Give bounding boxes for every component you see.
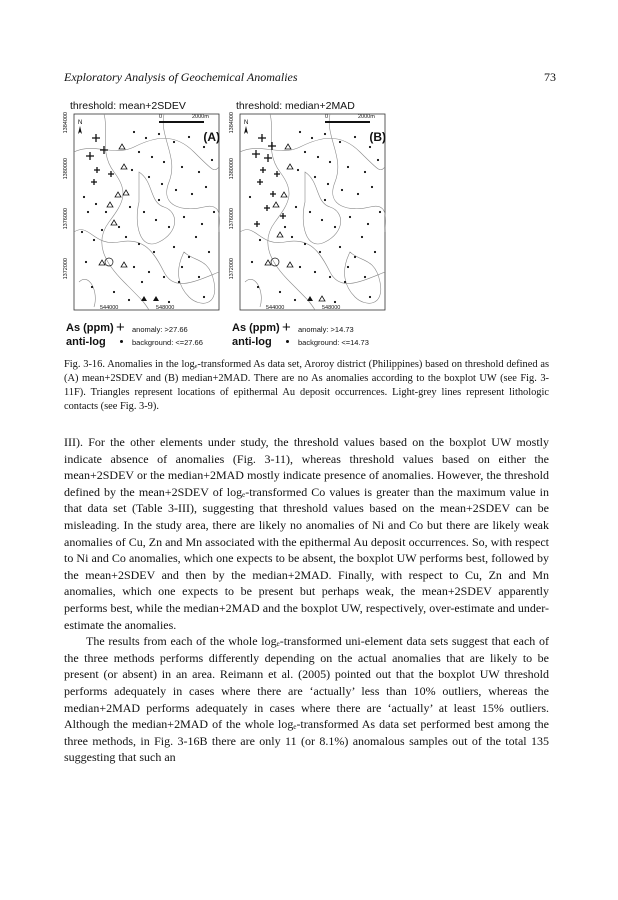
plus-marker-icon: + xyxy=(116,319,125,336)
y-tick: 1376000 xyxy=(63,208,69,230)
dot-marker-icon xyxy=(286,340,289,343)
scale-bar xyxy=(325,121,370,123)
page-number: 73 xyxy=(544,70,556,84)
dot-marker-icon xyxy=(120,340,123,343)
scale-end: 2000m xyxy=(358,114,375,120)
scale-end: 2000m xyxy=(192,114,209,120)
y-tick: 1372000 xyxy=(229,258,235,280)
paragraph: The results from each of the whole logₑ-transformed uni-element data sets suggest that each of the three methods performs differently depending on the actual anomalies that are likely to be present (or absent) in an area. Reimann et al. (2005) pointed out that the boxplot UW threshold performs adequately in cases where there are ‘actually’ less than 10% outliers, whereas the median+2MAD performs adequately in cases where there are ‘actually’ at least 15% outliers. Although the median+2MAD of the whole logₑ-transformed As data set performed best among the three methods, in Fig. 3-16B there are only 11 (or 8.1%) anomalous samples out of the total 135 suggesting that such an xyxy=(64,634,549,765)
legend-unit: As (ppm) xyxy=(232,322,280,334)
plus-marker-icon: + xyxy=(282,319,291,336)
y-tick: 1384000 xyxy=(229,112,235,134)
legend-a xyxy=(64,319,224,352)
panel-a-label: (A) xyxy=(203,130,220,144)
map-frame xyxy=(240,114,385,310)
running-title: Exploratory Analysis of Geochemical Anomalies xyxy=(64,70,298,84)
y-tick: 1372000 xyxy=(63,258,69,280)
y-tick: 1384000 xyxy=(63,112,69,134)
body-text xyxy=(64,434,549,766)
scale-zero: 0 xyxy=(159,114,163,120)
x-tick: 544000 xyxy=(100,305,119,311)
y-tick: 1380000 xyxy=(229,158,235,180)
legend-antilog: anti-log xyxy=(66,336,106,348)
x-tick: 548000 xyxy=(156,305,175,311)
paragraph: III). For the other elements under study, the threshold values based on the boxplot UW mostly indicate absence of anomalies (Fig. 3-11), whereas threshold values based on either the mean+2SDEV or the median+2MAD mostly indicate presence of anomalies. However, the threshold defined by the mean+2SDEV of logₑ-transformed Co values is greater than the maximum value in that data set (Table 3-III), suggesting that threshold values based on the mean+2SDEV can be misleading. In the study area, there are likely no anomalies of Ni and Co but there are likely weak anomalies of Cu, Zn and Mn associated with the epithermal Au deposit occurrences. So, with respect to Ni and Co anomalies, which one expects to be absent, the boxplot UW performs best, followed by the mean+2SDEV and then by the median+2MAD. Finally, with respect to Cu, Zn and Mn anomalies, which one expects to be present but perhaps weak, the mean+2SDEV apparently performs best, while the median+2MAD and the boxplot UW, respectively, over-estimate and under-estimate the anomalies. xyxy=(64,435,549,632)
x-tick: 548000 xyxy=(322,305,341,311)
map-panel-a xyxy=(64,100,224,312)
figure-3-16 xyxy=(64,100,384,352)
figure-caption xyxy=(64,358,549,414)
page-header xyxy=(64,70,556,86)
panel-b-title: threshold: median+2MAD xyxy=(236,100,355,112)
caption-text: Anomalies in the logₑ-transformed As data set, Aroroy district (Philippines) based on threshold defined as (A) mean+2SDEV and (B) median+2MAD. There are no As anomalies according to the boxplot UW (see Fig. 3-11F). Triangles represent locations of epithermal Au deposit occurrences. Light-grey lines represent lithologic contacts (see Fig. 3-9). xyxy=(64,359,549,412)
legend-background: background: <=14.73 xyxy=(298,338,369,347)
map-b-graphic xyxy=(230,112,390,312)
panel-a-title: threshold: mean+2SDEV xyxy=(70,100,186,112)
map-frame xyxy=(74,114,219,310)
caption-label: Fig. 3-16. xyxy=(64,359,105,370)
map-panel-b xyxy=(230,100,390,312)
legend-unit: As (ppm) xyxy=(66,322,114,334)
legend-anomaly: anomaly: >14.73 xyxy=(298,325,354,334)
legend-anomaly: anomaly: >27.66 xyxy=(132,325,188,334)
north-label: N xyxy=(244,120,249,126)
panel-b-label: (B) xyxy=(369,130,386,144)
x-tick: 544000 xyxy=(266,305,285,311)
scale-bar xyxy=(159,121,204,123)
map-a-graphic xyxy=(64,112,224,312)
scale-zero: 0 xyxy=(325,114,329,120)
y-tick: 1380000 xyxy=(63,158,69,180)
legend-background: background: <=27.66 xyxy=(132,338,203,347)
y-tick: 1376000 xyxy=(229,208,235,230)
legend-b xyxy=(230,319,390,352)
north-label: N xyxy=(78,120,83,126)
legend-antilog: anti-log xyxy=(232,336,272,348)
